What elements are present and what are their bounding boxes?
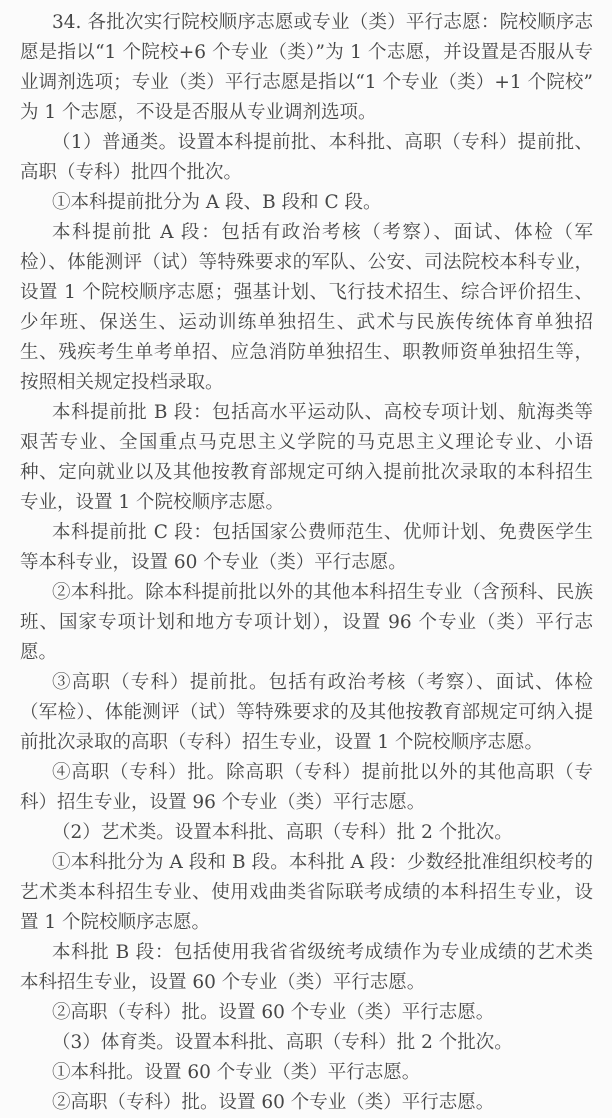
paragraph-sports-undergrad: ①本科批。设置 60 个专业（类）平行志愿。 bbox=[52, 1062, 421, 1083]
paragraph-sports-category: （3）体育类。设置本科批、高职（专科）批 2 个批次。 bbox=[52, 1032, 513, 1053]
paragraph-art-category: （2）艺术类。设置本科批、高职（专科）批 2 个批次。 bbox=[52, 822, 513, 843]
paragraph-art-undergrad-b: 本科批 B 段：包括使用我省省级统考成绩作为专业成绩的艺术类本科招生专业，设置 60 个专业（类）平行志愿。 bbox=[20, 942, 593, 993]
paragraph-early-batch-b: 本科提前批 B 段：包括高水平运动队、高校专项计划、航海类等艰苦专业、全国重点马克思主义学院的马克思主义理论专业、小语种、定向就业以及其他按教育部规定可纳入提前批次录取的本科招生专业，设置 1 个院校顺序志愿。 bbox=[20, 402, 593, 513]
paragraph-early-batch-a: 本科提前批 A 段：包括有政治考核（考察）、面试、体检（军检）、体能测评（试）等特殊要求的军队、公安、司法院校本科专业，设置 1 个院校顺序志愿；强基计划、飞行技术招生、综合评价招生、少年班、保送生、运动训练单独招生、武术与民族传统体育单独招生、残疾考生单考单招、应急消防单独招生、职教师资单独招生等，按照相关规定投档录取。 bbox=[20, 222, 593, 393]
paragraph-art-undergrad-a: ①本科批分为 A 段和 B 段。本科批 A 段：少数经批准组织校考的艺术类本科招生专业、使用戏曲类省际联考成绩的本科招生专业，设置 1 个院校顺序志愿。 bbox=[20, 852, 593, 933]
paragraph-undergrad-batch: ②本科批。除本科提前批以外的其他本科招生专业（含预科、民族班、国家专项计划和地方专项计划），设置 96 个专业（类）平行志愿。 bbox=[20, 582, 593, 663]
paragraph-early-batch-c: 本科提前批 C 段：包括国家公费师范生、优师计划、免费医学生等本科专业，设置 60 个专业（类）平行志愿。 bbox=[20, 522, 593, 573]
paragraph-vocational-batch: ④高职（专科）批。除高职（专科）提前批以外的其他高职（专科）招生专业，设置 96 个专业（类）平行志愿。 bbox=[20, 762, 593, 813]
paragraph-general-category: （1）普通类。设置本科提前批、本科批、高职（专科）提前批、高职（专科）批四个批次。 bbox=[20, 132, 593, 183]
paragraph-early-batch-segments: ①本科提前批分为 A 段、B 段和 C 段。 bbox=[52, 192, 382, 213]
paragraph-item34-intro: 34. 各批次实行院校顺序志愿或专业（类）平行志愿：院校顺序志愿是指以“1 个院校+6 个专业（类）”为 1 个志愿，并设置是否服从专业调剂选项；专业（类）平行志愿是指以“1 个专业（类）+1 个院校”为 1 个志愿，不设是否服从专业调剂选项。 bbox=[20, 12, 593, 123]
paragraph-vocational-early-batch: ③高职（专科）提前批。包括有政治考核（考察）、面试、体检（军检）、体能测评（试）等特殊要求的及其他按教育部规定可纳入提前批次录取的高职（专科）招生专业，设置 1 个院校顺序志愿。 bbox=[20, 672, 593, 753]
paragraph-sports-vocational: ②高职（专科）批。设置 60 个专业（类）平行志愿。 bbox=[52, 1092, 495, 1113]
paragraph-art-vocational: ②高职（专科）批。设置 60 个专业（类）平行志愿。 bbox=[52, 1002, 495, 1023]
